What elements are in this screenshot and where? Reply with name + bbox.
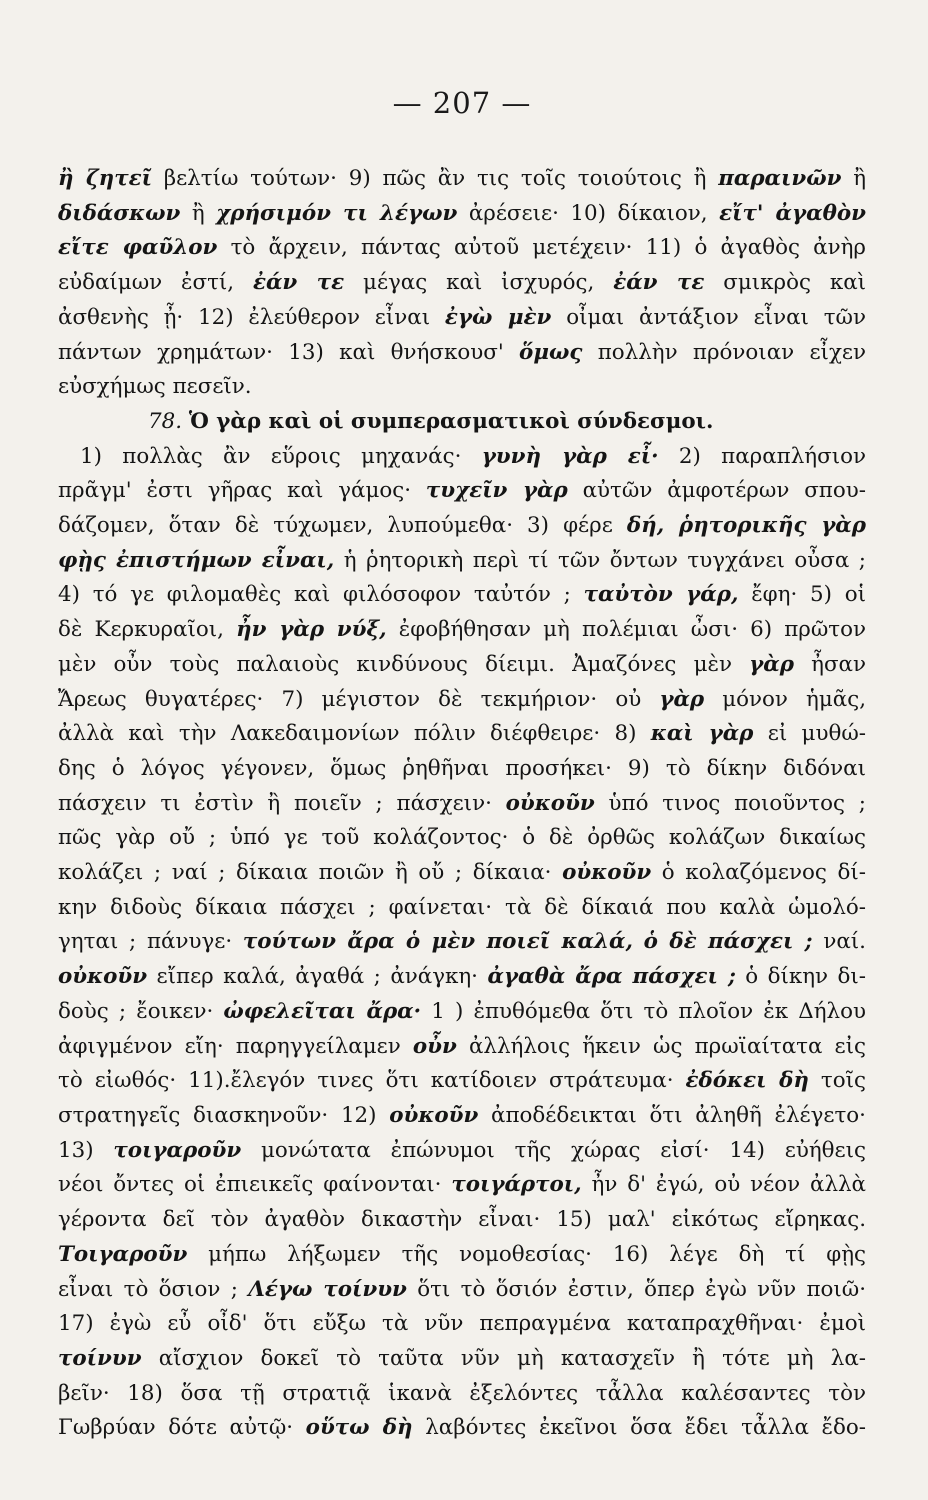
text-line [58, 440, 866, 475]
text-run [633, 929, 644, 954]
emphasized-word: εἴτ' ἀγαθὸν [719, 200, 866, 226]
text-run: ἦσαν [793, 651, 866, 677]
text-line [58, 1273, 866, 1308]
text-run: τὸ εἰωθός· 11).ἔλεγόν τινες ὅτι κατίδοιεν στράτευμα· [58, 1068, 686, 1094]
text-run: μὲν οὖν τοὺς παλαιοὺς κινδύνους δίειμι. Ἀμαζόνες μὲν [58, 651, 750, 677]
text-line [58, 1030, 866, 1065]
text-line [58, 197, 866, 232]
text-run: ἢ [841, 166, 866, 191]
text-line [58, 1377, 866, 1412]
text-run: μόνον ἡμᾶς, [704, 686, 866, 712]
text-run: ἐφοβήθησαν μὴ πολέμιαι ὦσι· 6) πρῶτον [386, 617, 866, 643]
text-line [58, 266, 866, 301]
emphasized-word: ἐδόκει δὴ [685, 1068, 809, 1094]
text-run: σμικρὸς καὶ [704, 270, 866, 296]
text-line [58, 856, 866, 891]
text-line [58, 648, 866, 683]
text-body [58, 162, 866, 1446]
text-run [182, 409, 189, 434]
section-heading [58, 405, 866, 440]
text-line [58, 1307, 866, 1342]
text-run: Ὁ γὰρ καὶ οἱ συμπερασματικοὶ σύνδεσμοι. [188, 408, 714, 434]
page-number: — 207 — [392, 86, 532, 120]
text-run: ὁ κολαζόμενος δί- [651, 860, 866, 886]
text-line [58, 1342, 866, 1377]
text-line [58, 336, 866, 371]
text-run: 78. [148, 408, 183, 434]
emphasized-word: τούτων ἄρα ὁ μὲν ποιεῖ καλά, [242, 929, 633, 955]
text-run: κην διδοὺς δίκαια πάσχει ; φαίνεται· τὰ δὲ δίκαιά που καλὰ ὡμολό- [58, 894, 866, 920]
text-run: 17) ἐγὼ εὖ οἶδ' ὅτι εὔξω τὰ νῦν πεπραγμένα καταπραχθῆναι· ἐμοὶ [58, 1311, 866, 1337]
emphasized-word: ἦν γὰρ νύξ, [236, 617, 387, 643]
emphasized-word: φῂς ἐπιστήμων εἶναι, [58, 547, 335, 573]
text-run: δης ὁ λόγος γέγονεν, ὅμως ῥηθῆναι προσήκει· 9) τὸ δίκην διδόναι [58, 755, 866, 781]
text-line [58, 1238, 866, 1273]
text-run: ἔφη· 5) οἱ [738, 582, 866, 608]
emphasized-word: τοίνυν [58, 1345, 142, 1371]
emphasized-word: ὁ δὲ πάσχει ; [643, 929, 813, 955]
text-run: Γωβρύαν δότε αὐτῷ· [58, 1415, 306, 1441]
emphasized-word: καὶ γὰρ [650, 721, 754, 747]
text-run: πάσχειν τι ἐστὶν ἢ ποιεῖν ; πάσχειν· [58, 790, 506, 816]
emphasized-word: τοιγάρτοι, [451, 1172, 582, 1198]
text-line [58, 544, 866, 579]
text-line [58, 162, 866, 197]
text-line [58, 960, 866, 995]
text-line [58, 1099, 866, 1134]
text-run: ἢ [180, 200, 217, 226]
text-run: πάντων χρημάτων· 13) καὶ θνήσκουσ' [58, 339, 520, 365]
emphasized-word: οὐκοῦν [562, 860, 652, 886]
text-run: δοὺς ; ἔοικεν· [58, 998, 224, 1024]
emphasized-word: ταὐτὸν γάρ, [583, 582, 739, 608]
text-line [58, 613, 866, 648]
text-run: ἀρέσειε· 10) δίκαιον, [457, 200, 720, 226]
emphasized-word: ἢ ζητεῖ [58, 166, 152, 191]
text-run: ναί. [812, 929, 866, 955]
text-line [58, 752, 866, 787]
text-run: μήπω λήξωμεν τῆς νομοθεσίας· 16) λέγε δὴ τί φῂς [187, 1241, 866, 1267]
text-line [58, 474, 866, 509]
text-line [58, 1203, 866, 1238]
emphasized-word: γὰρ [659, 686, 705, 712]
text-run: νέοι ὄντες οἱ ἐπιεικεῖς φαίνονται· [58, 1172, 452, 1198]
text-run: κολάζει ; ναί ; δίκαια ποιῶν ἢ οὔ ; δίκαια· [58, 860, 563, 886]
text-line [58, 1411, 866, 1446]
text-line [58, 925, 866, 960]
text-run: 13) [58, 1137, 114, 1163]
emphasized-word: οὐκοῦν [505, 790, 595, 816]
text-run: 1) πολλὰς ἂν εὕροις μηχανάς· [80, 443, 482, 469]
emphasized-word: παραινῶν [718, 166, 842, 191]
emphasized-word: Λέγω τοίνυν [248, 1276, 407, 1302]
text-run: ὅτι τὸ ὅσιόν ἐστιν, ὅπερ ἐγὼ νῦν ποιῶ· [406, 1276, 866, 1302]
emphasized-word: ἐάν τε [613, 270, 705, 296]
text-run: στρατηγεῖς διασκηνοῦν· 12) [58, 1102, 390, 1128]
text-line [58, 231, 866, 266]
text-run: Ἄρεως θυγατέρες· 7) μέγιστον δὲ τεκμήριον· οὐ [58, 686, 660, 712]
text-line [58, 1134, 866, 1169]
text-run: ὁ δίκην δι- [735, 964, 866, 990]
text-line [58, 995, 866, 1030]
text-run: μέγας καὶ ἰσχυρός, [344, 270, 614, 296]
text-line [58, 1064, 866, 1099]
text-run: εὐδαίμων ἐστί, [58, 270, 253, 296]
text-line [58, 891, 866, 926]
emphasized-word: τυχεῖν γὰρ [425, 478, 568, 504]
text-run: ἀλλὰ καὶ τὴν Λακεδαιμονίων πόλιν διέφθειρε· 8) [58, 721, 651, 747]
emphasized-word: Τοιγαροῦν [58, 1241, 188, 1267]
emphasized-word: ἀγαθὰ ἄρα πάσχει ; [487, 964, 736, 990]
text-run: ἀφιγμένον εἴη· παρηγγείλαμεν [58, 1033, 413, 1059]
text-run: μονώτατα ἐπώνυμοι τῆς χώρας εἰσί· 14) εὐήθεις [241, 1137, 866, 1163]
text-run: αὐτῶν ἀμφοτέρων σπου- [567, 478, 866, 504]
emphasized-word: διδάσκων [58, 200, 181, 226]
text-run: αἴσχιον δοκεῖ τὸ ταῦτα νῦν μὴ κατασχεῖν ἢ τότε μὴ λα- [141, 1345, 866, 1371]
emphasized-word: γὰρ [749, 651, 794, 677]
text-run: πῶς γὰρ οὔ ; ὑπό γε τοῦ κολάζοντος· ὁ δὲ ὀρθῶς κολάζων δικαίως [58, 825, 866, 851]
text-run: εἶναι τὸ ὅσιον ; [58, 1276, 249, 1302]
text-line [58, 509, 866, 544]
emphasized-word: οὖν [412, 1033, 457, 1059]
text-run: δὲ Κερκυραῖοι, [58, 617, 237, 643]
text-run: ἀσθενὴς ᾖ· 12) ἐλεύθερον εἶναι [58, 304, 445, 330]
text-run: δάζομεν, ὅταν δὲ τύχωμεν, λυπούμεθα· 3) φέρε [58, 513, 627, 539]
text-run: εἴπερ καλά, ἀγαθά ; ἀνάγκη· [147, 964, 488, 990]
text-run: ἀποδέδεικται ὅτι ἀληθῆ ἐλέγετο· [478, 1102, 866, 1128]
text-run: βεῖν· 18) ὅσα τῇ στρατιᾷ ἱκανὰ ἐξελόντες τἆλλα καλέσαντες τὸν [58, 1380, 866, 1406]
text-line [58, 578, 866, 613]
emphasized-word: τοιγαροῦν [113, 1137, 242, 1163]
emphasized-word: ὠφελεῖται ἄρα· [223, 998, 422, 1024]
text-run: γέροντα δεῖ τὸν ἀγαθὸν δικαστὴν εἶναι· 15) μαλ' εἰκότως εἴρηκας. [58, 1207, 866, 1233]
emphasized-word: ἐγὼ μὲν [444, 304, 552, 330]
text-run: 2) παραπλήσιον [658, 443, 866, 469]
text-run: λαβόντες ἐκεῖνοι ὅσα ἔδει τἆλλα ἔδο- [412, 1415, 866, 1441]
text-run: εἰ μυθώ- [753, 721, 866, 747]
text-run: πρᾶγμ' ἐστι γῆρας καὶ γάμος· [58, 478, 426, 504]
text-run: 4) τό γε φιλομαθὲς καὶ φιλόσοφον ταὐτόν ; [58, 582, 584, 608]
emphasized-word: οὐκοῦν [389, 1102, 479, 1128]
text-run: οἶμαι ἀντάξιον εἶναι τῶν [551, 304, 866, 330]
text-line [58, 787, 866, 822]
text-line [58, 370, 866, 405]
text-run: τοῖς [808, 1068, 866, 1094]
text-run: εὐσχήμως πεσεῖν. [58, 374, 252, 400]
text-line [58, 1168, 866, 1203]
emphasized-word: εἴτε φαῦλον [58, 235, 218, 261]
text-run: ἀλλήλοις ἥκειν ὡς πρωϊαίτατα εἰς [456, 1033, 866, 1059]
text-run: πολλὴν πρόνοιαν εἶχεν [582, 339, 866, 365]
emphasized-word: γυνὴ γὰρ εἶ· [481, 443, 659, 469]
emphasized-word: οὐκοῦν [58, 964, 148, 990]
text-run: ἦν δ' ἐγώ, οὐ νέον ἀλλὰ [581, 1172, 866, 1198]
emphasized-word: δή, ῥητορικῆς γὰρ [626, 513, 866, 539]
emphasized-word: ὅμως [519, 339, 583, 365]
emphasized-word: οὕτω δὴ [305, 1415, 413, 1441]
text-line [58, 301, 866, 336]
text-run: 1 ) ἐπυθόμεθα ὅτι τὸ πλοῖον ἐκ Δήλου [421, 998, 866, 1024]
text-line [58, 683, 866, 718]
text-run: ὑπό τινος ποιοῦντος ; [594, 790, 866, 816]
text-line [58, 821, 866, 856]
text-run: τὸ ἄρχειν, πάντας αὐτοῦ μετέχειν· 11) ὁ ἀγαθὸς ἀνὴρ [217, 235, 866, 261]
text-run: ἡ ῥητορικὴ περὶ τί τῶν ὄντων τυγχάνει οὖσα ; [334, 547, 866, 573]
text-line [58, 717, 866, 752]
emphasized-word: ἐάν τε [252, 270, 345, 296]
text-run: γηται ; πάνυγε· [58, 929, 243, 955]
text-run: βελτίω τούτων· 9) πῶς ἂν τις τοῖς τοιούτοις ἢ [151, 166, 719, 191]
emphasized-word: χρήσιμόν τι λέγων [216, 200, 458, 226]
